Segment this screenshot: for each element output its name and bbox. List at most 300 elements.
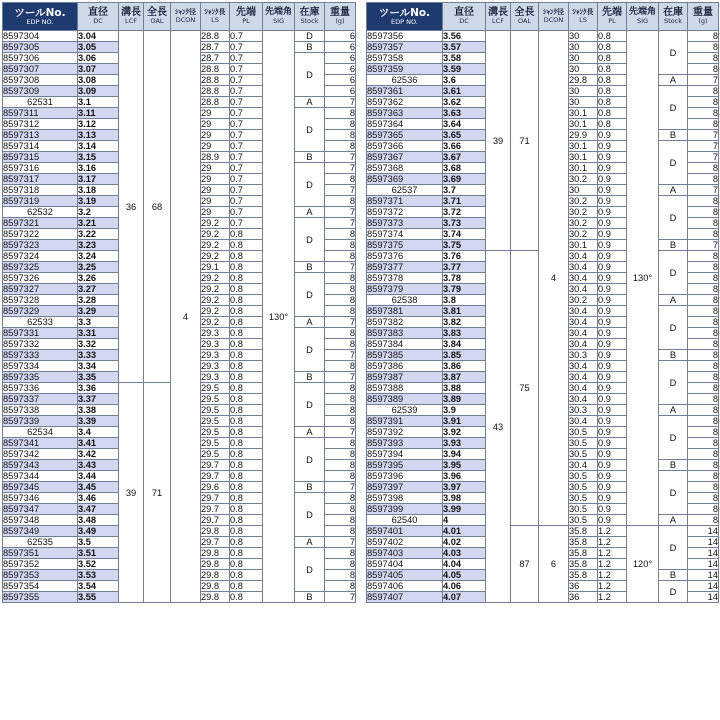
edp-number-cell: 8597314 <box>3 141 78 152</box>
diameter-cell: 3.4 <box>78 427 119 438</box>
weight-cell: 7 <box>325 372 356 383</box>
diameter-cell: 3.74 <box>443 229 486 240</box>
weight-cell: 7 <box>688 185 719 196</box>
weight-cell: 8 <box>688 482 719 493</box>
point-length-cell: 0.7 <box>230 207 263 218</box>
edp-number-cell: 8597387 <box>367 372 443 383</box>
shank-length-cell: 29.5 <box>201 449 230 460</box>
edp-number-cell: 8597384 <box>367 339 443 350</box>
shank-length-cell: 30.2 <box>569 218 598 229</box>
shank-length-cell: 29.8 <box>201 581 230 592</box>
diameter-cell: 3.33 <box>78 350 119 361</box>
diameter-cell: 3.95 <box>443 460 486 471</box>
shank-length-cell: 29.8 <box>201 526 230 537</box>
header-oal: 全長 OAL <box>144 3 171 31</box>
edp-number-cell: 8597379 <box>367 284 443 295</box>
edp-number-cell: 8597395 <box>367 460 443 471</box>
header-stock: 在庫 Stock <box>295 3 325 31</box>
point-length-cell: 0.9 <box>598 262 627 273</box>
point-length-cell: 0.8 <box>230 548 263 559</box>
overall-length-cell: 75 <box>511 251 539 526</box>
diameter-cell: 3.91 <box>443 416 486 427</box>
shank-length-cell: 28.8 <box>201 31 230 42</box>
diameter-cell: 3.09 <box>78 86 119 97</box>
point-length-cell: 0.9 <box>598 405 627 416</box>
point-length-cell: 0.8 <box>230 570 263 581</box>
shank-length-cell: 29.2 <box>201 317 230 328</box>
shank-length-cell: 30.4 <box>569 317 598 328</box>
weight-cell: 14 <box>688 548 719 559</box>
edp-number-cell: 62533 <box>3 317 78 328</box>
diameter-cell: 3.72 <box>443 207 486 218</box>
edp-number-cell: 8597376 <box>367 251 443 262</box>
weight-cell: 8 <box>688 262 719 273</box>
weight-cell: 7 <box>325 262 356 273</box>
shank-length-cell: 35.8 <box>569 537 598 548</box>
weight-cell: 8 <box>688 460 719 471</box>
shank-length-cell: 29.2 <box>201 306 230 317</box>
shank-length-cell: 30.4 <box>569 339 598 350</box>
diameter-cell: 3.93 <box>443 438 486 449</box>
shank-length-cell: 30.4 <box>569 383 598 394</box>
point-length-cell: 0.7 <box>230 119 263 130</box>
stock-cell: D <box>659 581 688 603</box>
shank-length-cell: 29 <box>201 130 230 141</box>
weight-cell: 7 <box>325 482 356 493</box>
diameter-cell: 3.73 <box>443 218 486 229</box>
weight-cell: 8 <box>688 273 719 284</box>
edp-number-cell: 8597371 <box>367 196 443 207</box>
weight-cell: 6 <box>325 42 356 53</box>
shank-length-cell: 29.8 <box>201 570 230 581</box>
shank-length-cell: 30.2 <box>569 174 598 185</box>
edp-number-cell: 8597366 <box>367 141 443 152</box>
shank-length-cell: 29.8 <box>201 592 230 603</box>
diameter-cell: 3.17 <box>78 174 119 185</box>
diameter-cell: 3.67 <box>443 152 486 163</box>
header-dc: 直径 DC <box>443 3 486 31</box>
stock-cell: D <box>295 31 325 42</box>
weight-cell: 7 <box>688 141 719 152</box>
header-dcon: ｼｬﾝｸ径 DCON <box>539 3 569 31</box>
weight-cell: 7 <box>325 218 356 229</box>
weight-cell: 8 <box>688 449 719 460</box>
diameter-cell: 3.44 <box>78 471 119 482</box>
edp-number-cell: 8597311 <box>3 108 78 119</box>
diameter-cell: 3.92 <box>443 427 486 438</box>
weight-cell: 7 <box>325 317 356 328</box>
edp-number-cell: 8597362 <box>367 97 443 108</box>
weight-cell: 8 <box>325 273 356 284</box>
shank-length-cell: 29 <box>201 174 230 185</box>
shank-length-cell: 29.3 <box>201 328 230 339</box>
point-length-cell: 0.8 <box>598 119 627 130</box>
edp-number-cell: 8597378 <box>367 273 443 284</box>
diameter-cell: 3.45 <box>78 482 119 493</box>
edp-number-cell: 8597337 <box>3 394 78 405</box>
edp-number-cell: 8597325 <box>3 262 78 273</box>
weight-cell: 8 <box>688 163 719 174</box>
point-length-cell: 0.9 <box>598 339 627 350</box>
shank-length-cell: 30.4 <box>569 328 598 339</box>
point-length-cell: 0.8 <box>230 240 263 251</box>
weight-cell: 8 <box>688 64 719 75</box>
diameter-cell: 3.96 <box>443 471 486 482</box>
edp-number-cell: 8597354 <box>3 581 78 592</box>
weight-cell: 7 <box>325 163 356 174</box>
weight-cell: 7 <box>325 427 356 438</box>
shank-length-cell: 29.9 <box>569 130 598 141</box>
point-length-cell: 0.9 <box>598 317 627 328</box>
point-length-cell: 0.7 <box>230 108 263 119</box>
shank-length-cell: 30.5 <box>569 427 598 438</box>
diameter-cell: 3.12 <box>78 119 119 130</box>
weight-cell: 8 <box>688 207 719 218</box>
weight-cell: 8 <box>325 306 356 317</box>
shank-length-cell: 29.3 <box>201 361 230 372</box>
stock-cell: D <box>295 548 325 592</box>
diameter-cell: 3.46 <box>78 493 119 504</box>
shank-length-cell: 30 <box>569 185 598 196</box>
edp-number-cell: 8597385 <box>367 350 443 361</box>
diameter-cell: 3.41 <box>78 438 119 449</box>
edp-number-cell: 62534 <box>3 427 78 438</box>
point-length-cell: 0.9 <box>598 328 627 339</box>
weight-cell: 14 <box>688 581 719 592</box>
shank-length-cell: 30.1 <box>569 108 598 119</box>
spec-table-left <box>2 2 356 603</box>
point-length-cell: 0.9 <box>598 394 627 405</box>
diameter-cell: 3.71 <box>443 196 486 207</box>
header-oal: 全長 OAL <box>511 3 539 31</box>
point-length-cell: 0.9 <box>598 504 627 515</box>
edp-number-cell: 8597317 <box>3 174 78 185</box>
shank-length-cell: 29.7 <box>201 515 230 526</box>
shank-length-cell: 30.1 <box>569 152 598 163</box>
shank-diameter-cell: 4 <box>171 31 201 603</box>
diameter-cell: 3.38 <box>78 405 119 416</box>
diameter-cell: 3.68 <box>443 163 486 174</box>
shank-length-cell: 36 <box>569 581 598 592</box>
edp-number-cell: 8597351 <box>3 548 78 559</box>
weight-cell: 8 <box>688 317 719 328</box>
edp-number-cell: 8597313 <box>3 130 78 141</box>
header-weight: 重量 (g) <box>688 3 719 31</box>
shank-length-cell: 35.8 <box>569 570 598 581</box>
edp-number-cell: 8597331 <box>3 328 78 339</box>
diameter-cell: 4.06 <box>443 581 486 592</box>
weight-cell: 7 <box>688 152 719 163</box>
header-stock: 在庫 Stock <box>659 3 688 31</box>
point-length-cell: 0.9 <box>598 207 627 218</box>
stock-cell: A <box>659 295 688 306</box>
weight-cell: 14 <box>688 537 719 548</box>
point-length-cell: 0.9 <box>598 284 627 295</box>
shank-length-cell: 29.5 <box>201 394 230 405</box>
stock-cell: B <box>295 592 325 603</box>
edp-number-cell: 62538 <box>367 295 443 306</box>
point-length-cell: 0.8 <box>230 339 263 350</box>
edp-number-cell: 8597339 <box>3 416 78 427</box>
edp-number-cell: 8597407 <box>367 592 443 603</box>
point-length-cell: 0.7 <box>230 218 263 229</box>
point-length-cell: 0.8 <box>230 372 263 383</box>
weight-cell: 8 <box>325 559 356 570</box>
diameter-cell: 3.47 <box>78 504 119 515</box>
edp-number-cell: 8597309 <box>3 86 78 97</box>
point-length-cell: 0.9 <box>598 361 627 372</box>
point-length-cell: 1.2 <box>598 526 627 537</box>
point-length-cell: 0.9 <box>598 306 627 317</box>
overall-length-cell: 68 <box>144 31 171 383</box>
diameter-cell: 3.65 <box>443 130 486 141</box>
shank-length-cell: 28.8 <box>201 64 230 75</box>
weight-cell: 8 <box>325 284 356 295</box>
weight-cell: 8 <box>688 108 719 119</box>
edp-number-cell: 8597322 <box>3 229 78 240</box>
edp-number-cell: 8597349 <box>3 526 78 537</box>
stock-cell: B <box>295 372 325 383</box>
diameter-cell: 3.1 <box>78 97 119 108</box>
edp-number-cell: 62540 <box>367 515 443 526</box>
weight-cell: 8 <box>325 196 356 207</box>
point-length-cell: 0.8 <box>230 306 263 317</box>
point-length-cell: 0.8 <box>230 592 263 603</box>
point-length-cell: 0.8 <box>230 361 263 372</box>
header-sig: 先端角 SIG <box>263 3 295 31</box>
weight-cell: 8 <box>688 416 719 427</box>
point-length-cell: 0.8 <box>230 295 263 306</box>
weight-cell: 8 <box>688 306 719 317</box>
edp-number-cell: 8597338 <box>3 405 78 416</box>
point-length-cell: 0.7 <box>230 185 263 196</box>
diameter-cell: 3.14 <box>78 141 119 152</box>
diameter-cell: 3.76 <box>443 251 486 262</box>
overall-length-cell: 71 <box>511 31 539 251</box>
diameter-cell: 3.97 <box>443 482 486 493</box>
weight-cell: 6 <box>325 64 356 75</box>
point-length-cell: 0.8 <box>230 427 263 438</box>
edp-number-cell: 8597373 <box>367 218 443 229</box>
edp-number-cell: 8597398 <box>367 493 443 504</box>
edp-number-cell: 8597383 <box>367 328 443 339</box>
weight-cell: 14 <box>688 570 719 581</box>
point-length-cell: 0.8 <box>230 493 263 504</box>
diameter-cell: 3.84 <box>443 339 486 350</box>
point-length-cell: 0.8 <box>230 515 263 526</box>
shank-length-cell: 30 <box>569 97 598 108</box>
stock-cell: B <box>295 482 325 493</box>
shank-length-cell: 29.1 <box>201 262 230 273</box>
shank-length-cell: 29.8 <box>201 548 230 559</box>
diameter-cell: 3.48 <box>78 515 119 526</box>
weight-cell: 8 <box>688 405 719 416</box>
diameter-cell: 3.2 <box>78 207 119 218</box>
shank-length-cell: 29 <box>201 196 230 207</box>
diameter-cell: 3.58 <box>443 53 486 64</box>
diameter-cell: 3.61 <box>443 86 486 97</box>
header-weight: 重量 (g) <box>325 3 356 31</box>
diameter-cell: 3.6 <box>443 75 486 86</box>
point-length-cell: 0.7 <box>230 152 263 163</box>
weight-cell: 8 <box>688 218 719 229</box>
weight-cell: 8 <box>325 570 356 581</box>
point-length-cell: 0.7 <box>230 42 263 53</box>
edp-number-cell: 8597391 <box>367 416 443 427</box>
diameter-cell: 3.07 <box>78 64 119 75</box>
point-length-cell: 0.8 <box>230 460 263 471</box>
diameter-cell: 4.01 <box>443 526 486 537</box>
edp-number-cell: 8597346 <box>3 493 78 504</box>
edp-number-cell: 8597316 <box>3 163 78 174</box>
shank-length-cell: 29.7 <box>201 537 230 548</box>
stock-cell: B <box>295 42 325 53</box>
point-angle-cell: 130° <box>263 31 295 603</box>
weight-cell: 8 <box>688 372 719 383</box>
weight-cell: 8 <box>325 504 356 515</box>
edp-number-cell: 8597355 <box>3 592 78 603</box>
edp-number-cell: 8597324 <box>3 251 78 262</box>
point-length-cell: 0.9 <box>598 152 627 163</box>
shank-length-cell: 29.7 <box>201 471 230 482</box>
edp-number-cell: 8597363 <box>367 108 443 119</box>
shank-length-cell: 29.2 <box>201 229 230 240</box>
point-length-cell: 0.9 <box>598 427 627 438</box>
diameter-cell: 3.49 <box>78 526 119 537</box>
edp-number-cell: 8597403 <box>367 548 443 559</box>
point-length-cell: 0.7 <box>230 86 263 97</box>
weight-cell: 8 <box>325 526 356 537</box>
weight-cell: 8 <box>325 229 356 240</box>
weight-cell: 8 <box>688 328 719 339</box>
point-length-cell: 0.9 <box>598 493 627 504</box>
shank-length-cell: 30.3 <box>569 405 598 416</box>
weight-cell: 8 <box>688 284 719 295</box>
diameter-cell: 4.05 <box>443 570 486 581</box>
edp-number-cell: 8597307 <box>3 64 78 75</box>
header-pl: 先端 PL <box>598 3 627 31</box>
stock-cell: D <box>295 493 325 537</box>
point-length-cell: 0.8 <box>230 251 263 262</box>
shank-length-cell: 30 <box>569 31 598 42</box>
point-length-cell: 0.8 <box>230 262 263 273</box>
point-length-cell: 1.2 <box>598 581 627 592</box>
stock-cell: D <box>659 526 688 570</box>
point-length-cell: 0.8 <box>230 449 263 460</box>
weight-cell: 6 <box>325 31 356 42</box>
weight-cell: 8 <box>325 394 356 405</box>
point-length-cell: 0.8 <box>230 537 263 548</box>
diameter-cell: 3.23 <box>78 240 119 251</box>
edp-number-cell: 8597369 <box>367 174 443 185</box>
weight-cell: 8 <box>688 97 719 108</box>
point-length-cell: 0.7 <box>230 64 263 75</box>
diameter-cell: 3.62 <box>443 97 486 108</box>
header-dcon: ｼｬﾝｸ径 DCON <box>171 3 201 31</box>
shank-length-cell: 29 <box>201 207 230 218</box>
point-length-cell: 0.9 <box>598 273 627 284</box>
edp-number-cell: 8597323 <box>3 240 78 251</box>
point-length-cell: 0.8 <box>230 438 263 449</box>
diameter-cell: 3.42 <box>78 449 119 460</box>
point-length-cell: 0.8 <box>598 42 627 53</box>
diameter-cell: 3.5 <box>78 537 119 548</box>
point-length-cell: 0.9 <box>598 471 627 482</box>
edp-number-cell: 8597393 <box>367 438 443 449</box>
weight-cell: 8 <box>325 515 356 526</box>
weight-cell: 7 <box>325 592 356 603</box>
shank-length-cell: 30.1 <box>569 119 598 130</box>
header-edp: ツールNo. EDP NO. <box>3 3 78 31</box>
diameter-cell: 3.88 <box>443 383 486 394</box>
weight-cell: 8 <box>325 493 356 504</box>
stock-cell: D <box>659 86 688 130</box>
shank-length-cell: 30.2 <box>569 207 598 218</box>
shank-length-cell: 29.5 <box>201 383 230 394</box>
diameter-cell: 3.7 <box>443 185 486 196</box>
weight-cell: 8 <box>688 174 719 185</box>
weight-cell: 8 <box>688 42 719 53</box>
weight-cell: 8 <box>325 339 356 350</box>
diameter-cell: 3.81 <box>443 306 486 317</box>
point-length-cell: 0.9 <box>598 449 627 460</box>
stock-cell: D <box>295 218 325 262</box>
overall-length-cell: 71 <box>144 383 171 603</box>
shank-length-cell: 30.5 <box>569 493 598 504</box>
edp-number-cell: 8597359 <box>367 64 443 75</box>
point-length-cell: 0.9 <box>598 515 627 526</box>
diameter-cell: 4.04 <box>443 559 486 570</box>
edp-number-cell: 8597388 <box>367 383 443 394</box>
point-length-cell: 0.7 <box>230 130 263 141</box>
diameter-cell: 3.36 <box>78 383 119 394</box>
point-length-cell: 0.8 <box>598 31 627 42</box>
weight-cell: 8 <box>325 328 356 339</box>
shank-length-cell: 29 <box>201 108 230 119</box>
stock-cell: A <box>295 97 325 108</box>
weight-cell: 8 <box>688 350 719 361</box>
edp-number-cell: 8597377 <box>367 262 443 273</box>
shank-length-cell: 30.4 <box>569 394 598 405</box>
weight-cell: 8 <box>688 119 719 130</box>
diameter-cell: 3.32 <box>78 339 119 350</box>
weight-cell: 7 <box>325 350 356 361</box>
point-length-cell: 1.2 <box>598 548 627 559</box>
shank-length-cell: 30.1 <box>569 240 598 251</box>
flute-length-cell: 39 <box>486 31 511 251</box>
point-length-cell: 0.8 <box>230 328 263 339</box>
weight-cell: 8 <box>688 493 719 504</box>
point-length-cell: 0.9 <box>598 218 627 229</box>
point-length-cell: 0.8 <box>230 383 263 394</box>
stock-cell: D <box>295 273 325 317</box>
overall-length-cell: 87 <box>511 526 539 603</box>
point-length-cell: 0.8 <box>230 559 263 570</box>
weight-cell: 8 <box>325 361 356 372</box>
shank-length-cell: 29.3 <box>201 372 230 383</box>
weight-cell: 8 <box>688 515 719 526</box>
table-row <box>3 31 356 42</box>
weight-cell: 7 <box>325 185 356 196</box>
edp-number-cell: 8597305 <box>3 42 78 53</box>
flute-length-cell: 36 <box>119 31 144 383</box>
edp-number-cell: 8597399 <box>367 504 443 515</box>
edp-number-cell: 8597368 <box>367 163 443 174</box>
point-length-cell: 0.9 <box>598 163 627 174</box>
edp-number-cell: 8597405 <box>367 570 443 581</box>
edp-number-cell: 62535 <box>3 537 78 548</box>
stock-cell: B <box>659 350 688 361</box>
